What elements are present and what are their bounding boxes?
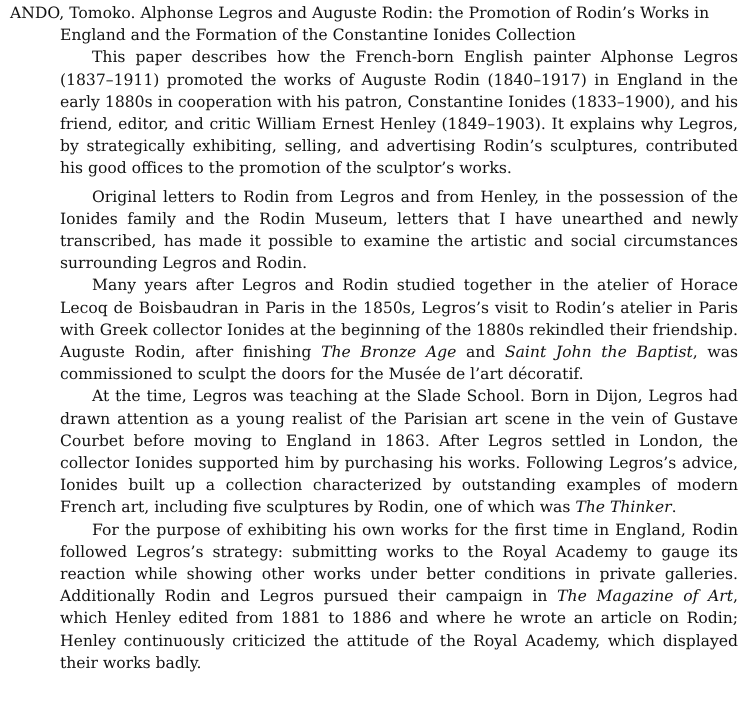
paragraph-text: , was commissioned to sculpt the doors for the Musée de l’art décoratif.: [60, 343, 738, 384]
work-title-bronze-age: The Bronze Age: [321, 343, 457, 362]
paragraph-text: This paper describes how the French-born English painter Alphonse Legros (1837–1911) promoted the works of Auguste Rodin (1840–1917) in England in the early 1880s in cooperation with his patron, Constantine Ionides (1833–1900), and his friend, editor, and critic William Ernest Henley (1849–1903). It explains why Legros, by strategically exhibiting, selling, and advertising Rodin’s sculptures, contributed his good offices to the promotion of the sculptor’s works.: [60, 48, 738, 178]
paragraph-sources: [10, 186, 738, 275]
work-title-thinker: The Thinker: [575, 498, 672, 517]
paragraph-friendship: [10, 274, 738, 385]
paragraph-text: and: [456, 343, 505, 362]
paragraph-text: .: [671, 498, 677, 517]
work-title-saint-john: Saint John the Baptist: [504, 343, 693, 362]
paragraph-text: For the purpose of exhibiting his own works for the first time in England, Rodin followed Legros’s strategy: submitting works to the Royal Academy to gauge its reaction while showing other works under better conditions in private galleries. Additionally Rodin and Legros pursued their campaign in: [60, 520, 738, 606]
author-given-name: Tomoko: [69, 4, 131, 22]
paragraph-summary: [10, 46, 738, 179]
journal-title-magazine-of-art: The Magazine of Art: [557, 587, 734, 606]
entry-heading: ANDO, Tomoko. Alphonse Legros and Auguste Rodin: the Promotion of Rodin’s Works in England and the Formation of the Constantine Ionides Collection: [10, 4, 710, 45]
paragraph-slade-school: [10, 385, 738, 518]
paragraph-text: Many years after Legros and Rodin studied together in the atelier of Horace Lecoq de Boisbaudran in Paris in the 1850s, Legros’s visit to Rodin’s atelier in Paris with Greek collector Ionides at the beginning of the 1880s rekindled their friendship. Auguste Rodin, after finishing: [60, 276, 738, 362]
paragraph-text: Original letters to Rodin from Legros and from Henley, in the possession of the Ionides family and the Rodin Museum, letters that I have unearthed and newly transcribed, has made it possible to examine the artistic and social circumstances surrounding Legros and Rodin.: [60, 187, 738, 273]
paragraph-exhibiting: [10, 519, 738, 674]
author-surname: ANDO: [10, 4, 60, 22]
paragraph-text: , which Henley edited from 1881 to 1886 and where he wrote an article on Rodin; Henley continuously criticized the attitude of the Royal Academy, which displayed their works badly.: [60, 587, 738, 672]
paragraph-text: At the time, Legros was teaching at the Slade School. Born in Dijon, Legros had drawn attention as a young realist of the Parisian art scene in the vein of Gustave Courbet before moving to England in 1863. After Legros settled in London, the collector Ionides supported him by purchasing his works. Following Legros’s advice, Ionides built up a collection characterized by outstanding examples of modern French art, including five sculptures by Rodin, one of which was: [60, 387, 738, 517]
paper-title: Alphonse Legros and Auguste Rodin: the Promotion of Rodin’s Works in England and the Formation of the Constantine Ionides Collection: [60, 4, 710, 45]
